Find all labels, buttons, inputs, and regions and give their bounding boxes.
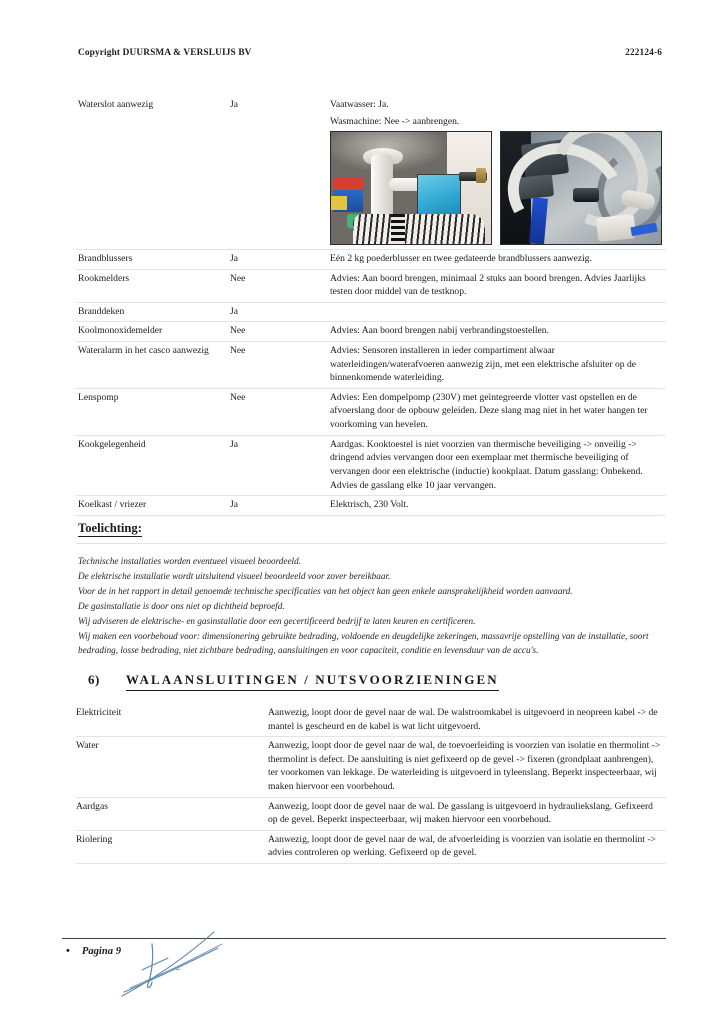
page-footer — [66, 946, 121, 957]
row-value: Ja — [230, 435, 330, 495]
row-label: Branddeken — [76, 302, 230, 322]
row-value: Ja — [230, 302, 330, 322]
toelichting-row — [76, 515, 666, 543]
row-remark: Advies: Aan boord brengen, minimaal 2 stuks aan boord brengen. Advies Jaarlijks testen door middel van de testknop. — [330, 269, 666, 302]
document-number: 222124-6 — [625, 48, 662, 58]
footer-divider — [62, 938, 666, 939]
row-remark: Elektrisch, 230 Volt. — [330, 496, 666, 516]
remark-line-2: Wasmachine: Nee -> aanbrengen. — [330, 115, 460, 127]
row-value: Nee — [230, 342, 330, 389]
row-label: Rookmelders — [76, 269, 230, 302]
row-value: Ja — [230, 496, 330, 516]
row-label: Aardgas — [76, 797, 268, 830]
row-remark — [330, 96, 666, 250]
row-value: Ja — [230, 250, 330, 270]
table-row — [76, 737, 666, 797]
table-row — [76, 435, 666, 495]
row-label: Riolering — [76, 830, 268, 863]
row-value: Nee — [230, 269, 330, 302]
page-number-label: Pagina 9 — [81, 946, 122, 957]
row-remark: Advies: Een dompelpomp (230V) met geïntegreerde vlotter vast opstellen en de afvoerslang door de opbouw geleiden. Deze slang mag niet in het water hangen ter voorkoming van hevelen. — [330, 388, 666, 435]
row-label: Elektriciteit — [76, 704, 268, 737]
row-description: Aanwezig, loopt door de gevel naar de wal. De gasslang is uitgevoerd in hydrauliekslang. Gefixeerd op de gevel. Beperkt inspecteerbaar, wij maken hiervoor een voorbehoud. — [268, 797, 666, 830]
hose-fittings-photo — [500, 131, 662, 245]
technical-notes — [78, 554, 678, 658]
table-row — [76, 830, 666, 863]
row-description: Aanwezig, loopt door de gevel naar de wal, de toevoerleiding is voorzien van isolatie en thermolint -> thermolint is defect. De aansluiting is niet gefixeerd op de gevel -> fixeren (grondplaat aanbrengen), ter voorkomen van lekkage. De waterleiding is uitgevoerd in tyleenslang. Beperkt inspecteerbaar, wij maken hiervoor een voorbehoud. — [268, 737, 666, 797]
note-line: Wij maken een voorbehoud voor: dimensionering gebruikte bedrading, voldoende en deugdelijke zekeringen, massavrije opstelling van de installatie, soort bedrading, losse bedrading, niet zichtbare bedrading, aansluitingen en voor capaciteit, conditie en levensduur van de accu's. — [78, 630, 649, 656]
row-label: Water — [76, 737, 268, 797]
row-label: Wateralarm in het casco aanwezig — [76, 342, 230, 389]
section-heading — [88, 672, 499, 691]
table-row — [76, 250, 666, 270]
table-row — [76, 302, 666, 322]
row-description: Aanwezig, loopt door de gevel naar de wal. De walstroomkabel is uitgevoerd in neopreen kabel -> de mantel is gescheurd en de kabel is wat licht uitgevoerd. — [268, 704, 666, 737]
row-value: Nee — [230, 322, 330, 342]
note-line: De gasinstallatie is door ons niet op dichtheid beproefd. — [78, 600, 285, 611]
wal-connections-table — [76, 704, 666, 864]
page-header — [78, 48, 662, 64]
remark-line-1: Vaatwasser: Ja. — [330, 99, 389, 110]
bullet-icon: • — [66, 945, 70, 957]
installations-table — [76, 96, 666, 544]
row-label: Lenspomp — [76, 388, 230, 435]
row-label: Koelkast / vriezer — [76, 496, 230, 516]
table-row — [76, 704, 666, 737]
section-number: 6) — [88, 672, 100, 687]
photo-gallery — [330, 131, 662, 245]
table-row — [76, 496, 666, 516]
under-sink-plumbing-photo — [330, 131, 492, 245]
row-remark: Eén 2 kg poederblusser en twee gedateerde brandblussers aanwezig. — [330, 250, 666, 270]
row-remark — [330, 302, 666, 322]
table-row — [76, 269, 666, 302]
row-label: Koolmonoxidemelder — [76, 322, 230, 342]
toelichting-heading — [76, 515, 666, 543]
note-line: Voor de in het rapport in detail genoemde technische specificaties van het object kan geen enkele aansprakelijkheid worden aanvaard. — [78, 585, 573, 596]
row-description: Aanwezig, loopt door de gevel naar de wal, de afvoerleiding is voorzien van isolatie en thermolint -> advies controleren op werking. Gefixeerd op de gevel. — [268, 830, 666, 863]
note-line: Technische installaties worden eventueel visueel beoordeeld. — [78, 556, 301, 566]
copyright-notice: Copyright DUURSMA & VERSLUIJS BV — [78, 48, 252, 58]
table-row — [76, 342, 666, 389]
row-remark: Advies: Sensoren installeren in ieder compartiment alwaar waterleidingen/waterafvoeren aanwezig zijn, met een elektrische afsluiter op de binnenkomende waterleiding. — [330, 342, 666, 389]
row-label: Brandblussers — [76, 250, 230, 270]
section-title: WALAANSLUITINGEN / NUTSVOORZIENINGEN — [126, 672, 499, 691]
table-row — [76, 388, 666, 435]
row-label: Waterslot aanwezig — [76, 96, 230, 250]
row-value: Ja — [230, 96, 330, 250]
note-line: De elektrische installatie wordt uitsluitend visueel beoordeeld voor zover bereikbaar. — [78, 570, 391, 581]
row-value: Nee — [230, 388, 330, 435]
table-row — [76, 797, 666, 830]
row-remark: Aardgas. Kooktoestel is niet voorzien van thermische beveiliging -> onveilig -> dringend advies vervangen door een exemplaar met thermische beveiliging of vervangen door een elektrische (inductie) kookplaat. Datum gasslang: Onbekend. Advies de gasslang elke 10 jaar vervangen. — [330, 435, 666, 495]
table-row — [76, 96, 666, 250]
toelichting-heading-text: Toelichting: — [78, 520, 142, 535]
table-row — [76, 322, 666, 342]
row-remark: Advies: Aan boord brengen nabij verbrandingstoestellen. — [330, 322, 666, 342]
row-label: Kookgelegenheid — [76, 435, 230, 495]
note-line: Wij adviseren de elektrische- en gasinstallatie door een gecertificeerd bedrijf te laten keuren en certificeren. — [78, 615, 476, 626]
